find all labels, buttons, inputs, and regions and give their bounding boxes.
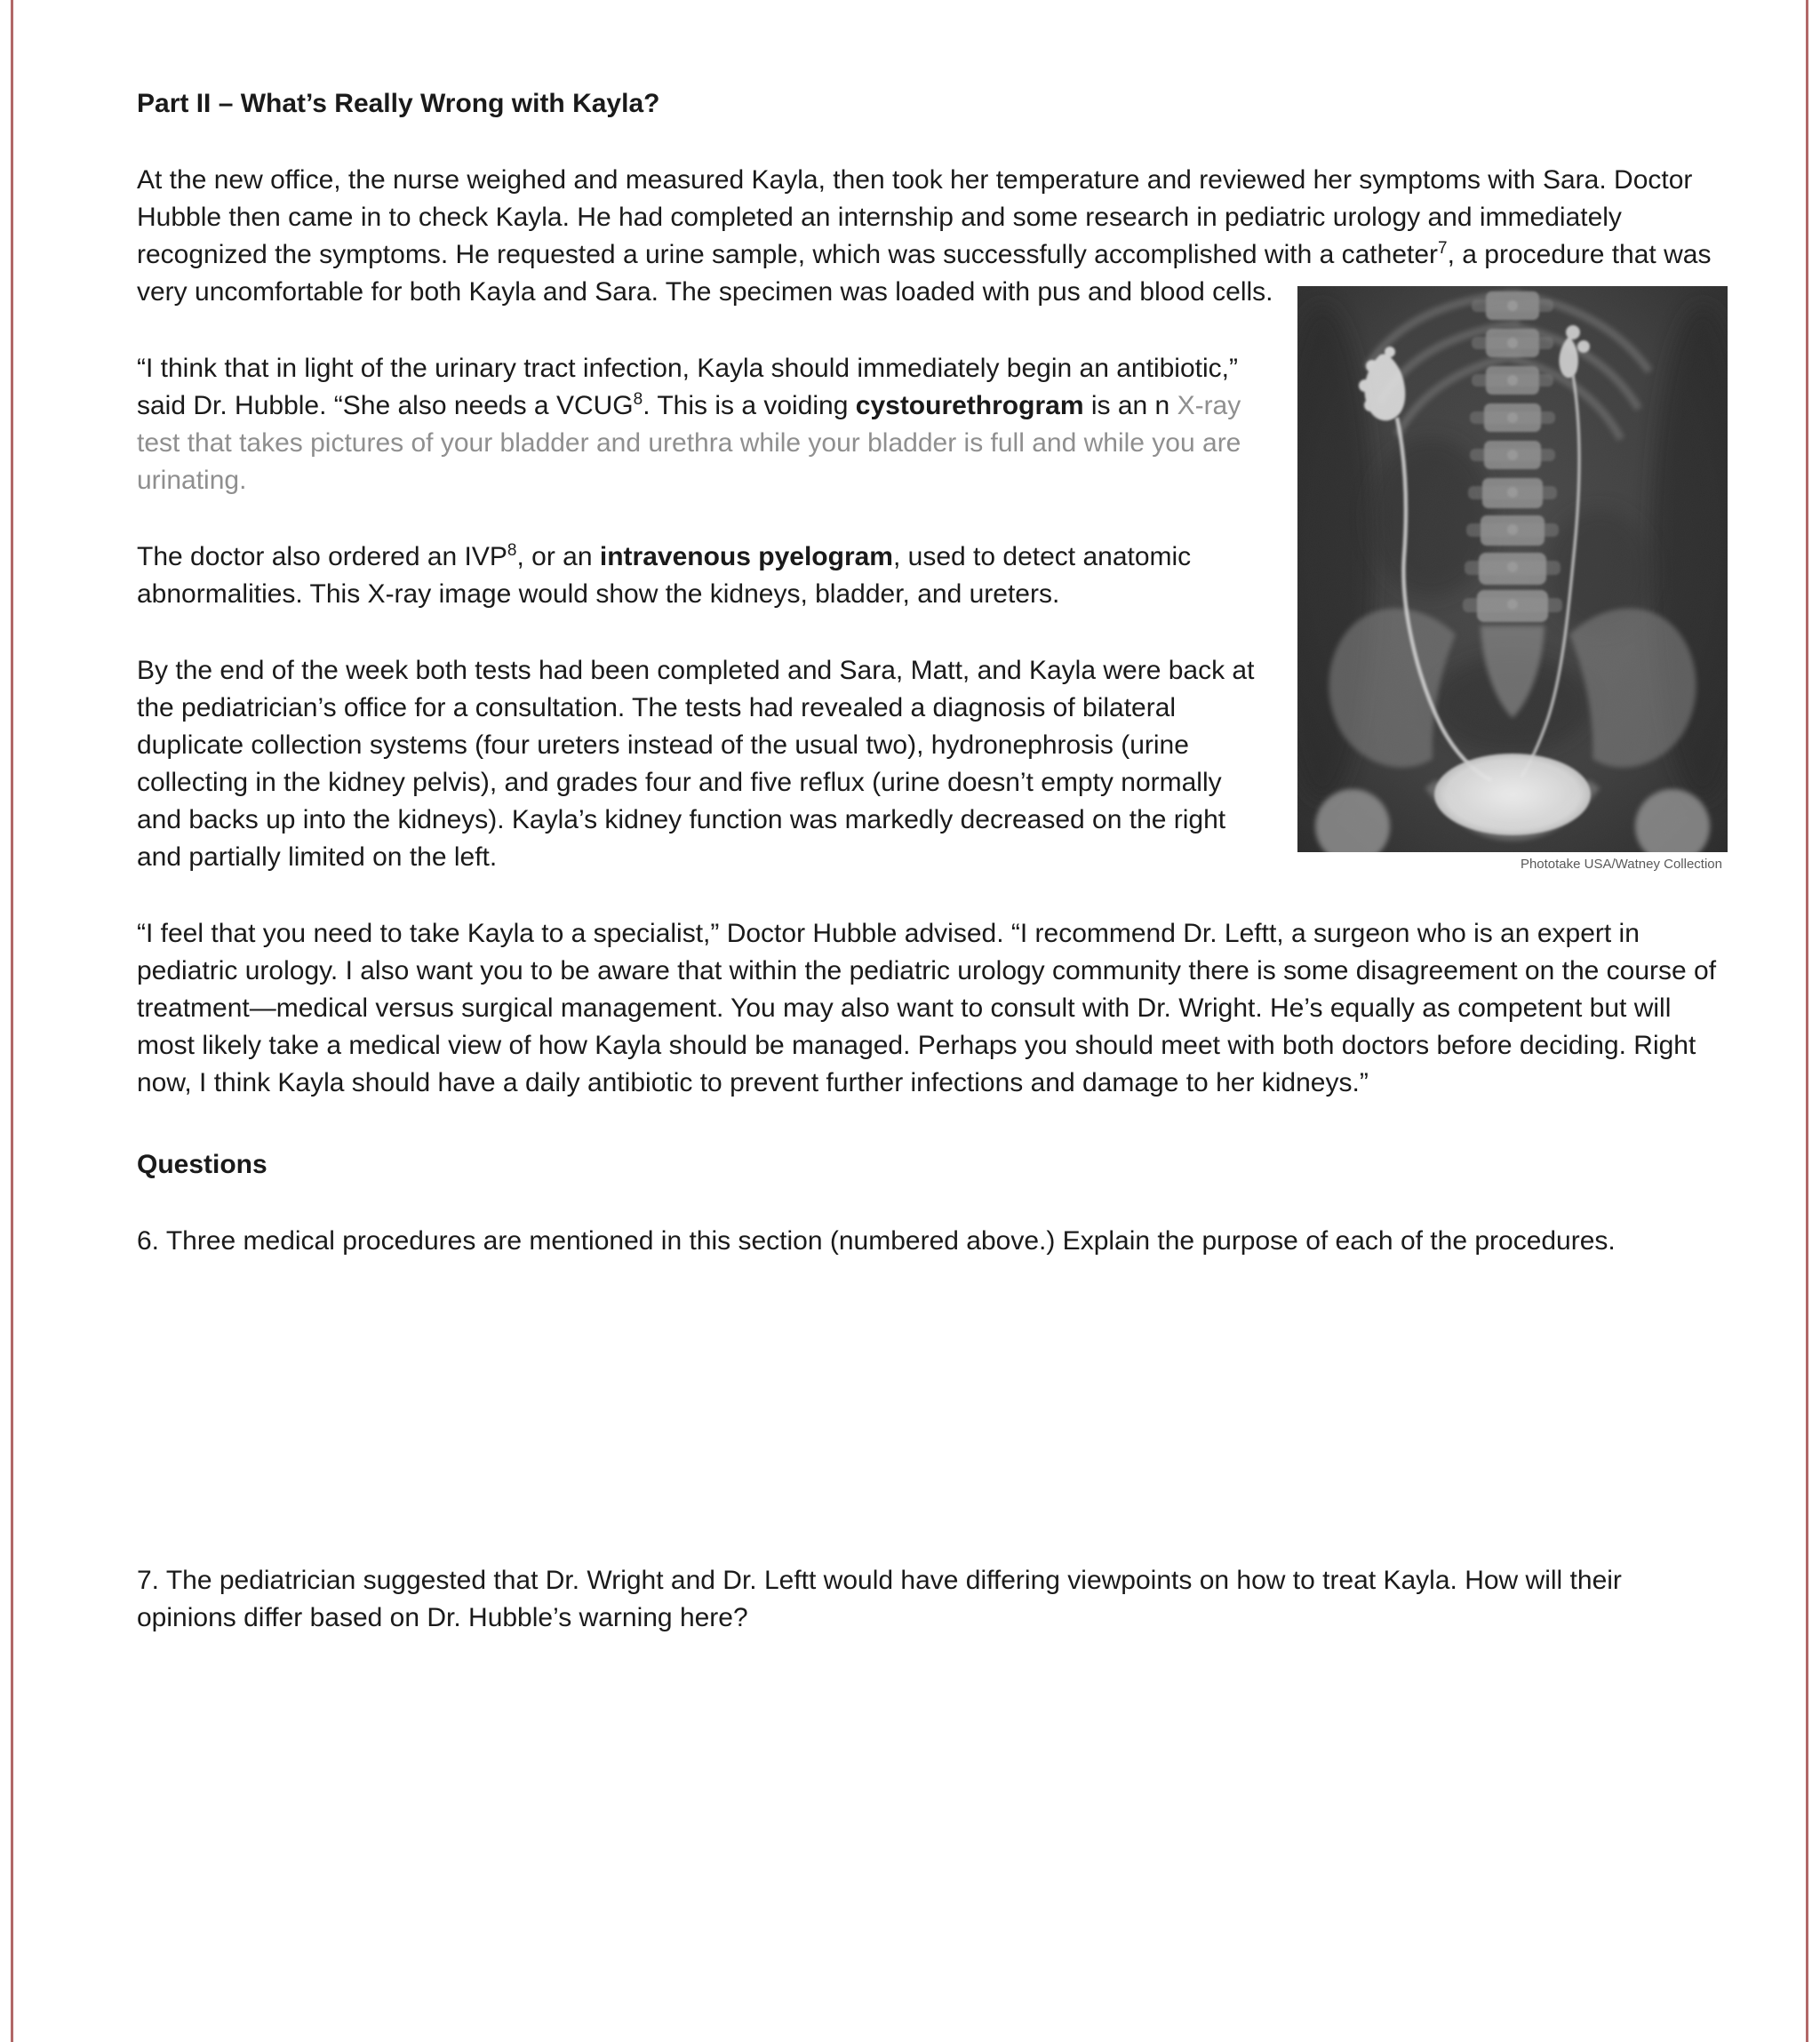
question-7: 7. The pediatrician suggested that Dr. Wright and Dr. Leftt would have differing viewpoints on how to treat Kayla. How will their opinions differ based on Dr. Hubble’s warning here? [137,1566,1622,1632]
paragraph-vcug-text-muted: X-ray test that takes pictures of your bladder and urethra while your bladder is full and while you are urinating. [137,391,1241,495]
xray-film-grain [1297,286,1728,852]
paragraph-ivp-text-a: The doctor also ordered an IVP [137,542,507,571]
paragraph-intro-text-b: , a procedure that was very uncomfortable for both Kayla and Sara. The specimen was loaded with pus and blood cells. [137,240,1712,307]
question-6: 6. Three medical procedures are mentioned in this section (numbered above.) Explain the purpose of each of the procedures. [137,1226,1616,1256]
xray-figure [1297,286,1728,873]
footnote-ref-ivp: 8 [507,541,517,560]
footnote-ref-vcug: 8 [633,390,643,409]
paragraph-vcug-text-a: “I think that in light of the urinary tract infection, Kayla should immediately begin an antibiotic,” said Dr. Hubble. “She also needs a VCUG [137,354,1238,420]
xray-image [1297,286,1728,852]
page-edge-left [11,0,13,2042]
paragraph-vcug-text-c: is an n [1083,391,1177,420]
paragraph-diagnosis: By the end of the week both tests had been completed and Sara, Matt, and Kayla were back at the pediatrician’s office for a consultation. The tests had revealed a diagnosis of bilateral duplicate collection systems (four ureters instead of the usual two), hydronephrosis (urine collecting in the kidney pelvis), and grades four and five reflux (urine doesn’t empty normally and backs up into the kidneys). Kayla’s kidney function was markedly decreased on the right and partially limited on the left. [137,656,1255,872]
paragraph-ivp-text-b: , or an [516,542,600,571]
term-cystourethrogram: cystourethrogram [855,391,1084,420]
paragraph-ivp-text-c: , used to detect anatomic abnormalities. This X-ray image would show the kidneys, bladder, and ureters. [137,542,1192,609]
paragraph-specialist: “I feel that you need to take Kayla to a specialist,” Doctor Hubble advised. “I recommend Dr. Leftt, a surgeon who is an expert in pediatric urology. I also want you to be aware that within the pediatric urology community there is some disagreement on the course of treatment—medical versus surgical management. You may also want to consult with Dr. Wright. He’s equally as competent but will most likely take a medical view of how Kayla should be managed. Perhaps you should meet with both doctors before deciding. Right now, I think Kayla should have a daily antibiotic to prevent further infections and damage to her kidneys.” [137,919,1717,1097]
footnote-ref-catheter: 7 [1438,239,1448,258]
paragraph-vcug-text-b: . This is a voiding [643,391,856,420]
xray-caption: Phototake USA/Watney Collection [1520,857,1722,872]
term-intravenous-pyelogram: intravenous pyelogram [599,542,893,571]
page-edge-right [1806,0,1808,2042]
paragraph-intro-text-a: At the new office, the nurse weighed and measured Kayla, then took her temperature and reviewed her symptoms with Sara. Doctor Hubble then came in to check Kayla. He had completed an internship and some research in pediatric urology and immediately recognized the symptoms. He requested a urine sample, which was successfully accomplished with a catheter [137,165,1693,269]
questions-heading: Questions [137,1150,267,1179]
document-title: Part II – What’s Really Wrong with Kayla? [137,89,660,118]
